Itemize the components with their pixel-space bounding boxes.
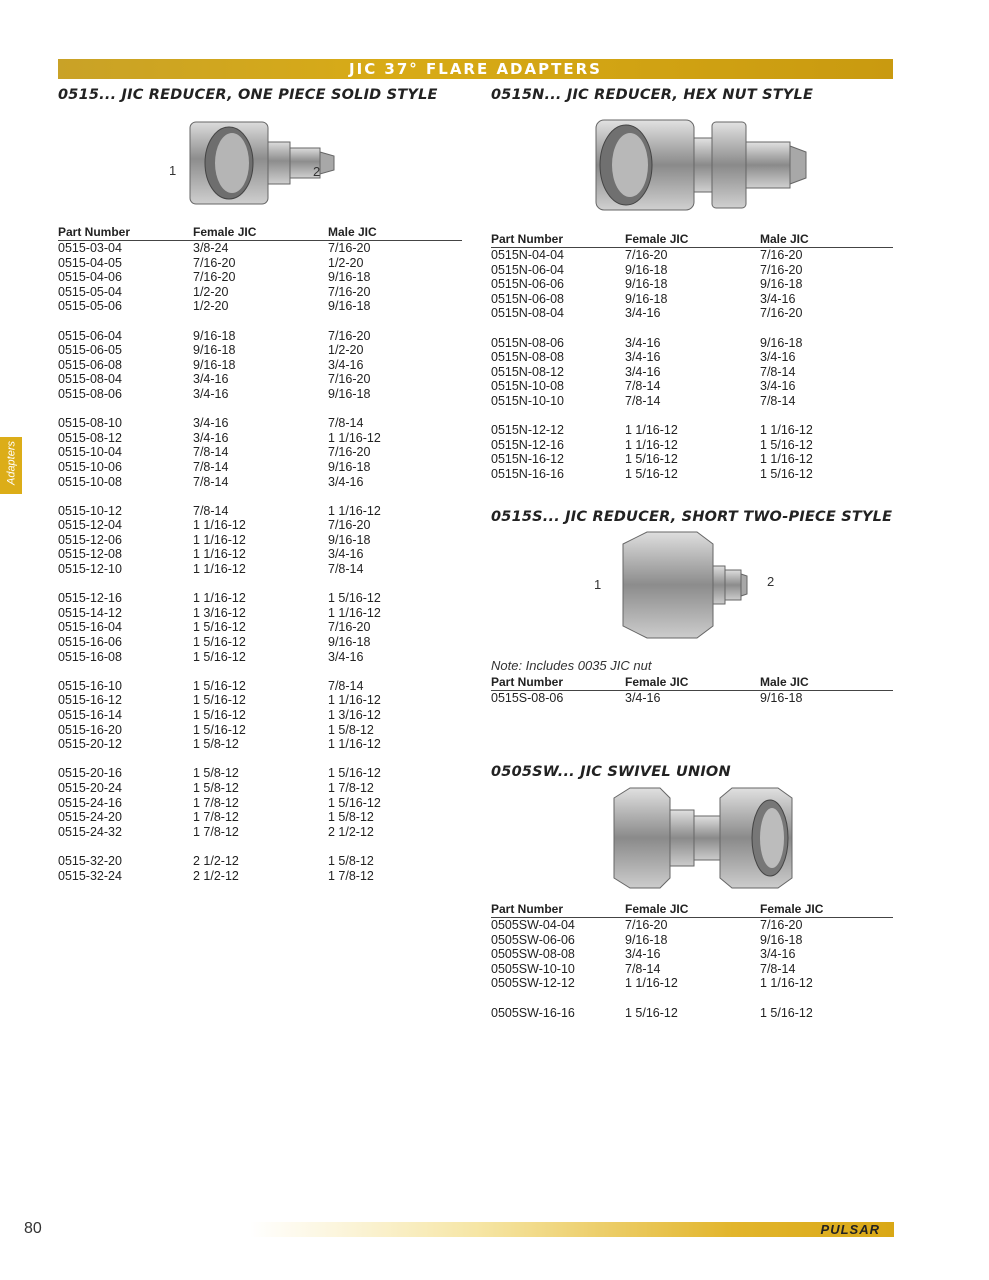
table-row bbox=[491, 365, 893, 380]
thread-size-cell: 1 7/8-12 bbox=[328, 780, 374, 795]
part-number-cell: 0515-03-04 bbox=[58, 241, 122, 255]
table-row bbox=[58, 504, 462, 519]
note-0515s: Note: Includes 0035 JIC nut bbox=[491, 658, 652, 673]
thread-size-cell: 1 5/16-12 bbox=[193, 620, 246, 635]
table-row bbox=[58, 562, 462, 577]
table-row bbox=[58, 270, 462, 285]
section-title-0515s: 0515S... JIC REDUCER, SHORT TWO-PIECE STYLE bbox=[491, 509, 893, 525]
table-row bbox=[491, 438, 893, 453]
thread-size-cell: 1 5/16-12 bbox=[193, 635, 246, 650]
part-number-cell: 0515-04-06 bbox=[58, 270, 122, 285]
table-row bbox=[491, 336, 893, 351]
thread-size-cell: 1 5/16-12 bbox=[760, 466, 813, 481]
thread-size-cell: 9/16-18 bbox=[328, 635, 371, 650]
part-number-cell: 0505SW-06-06 bbox=[491, 932, 575, 947]
part-number-cell: 0515-10-04 bbox=[58, 445, 122, 460]
thread-size-cell: 1/2-20 bbox=[328, 343, 364, 358]
table-row bbox=[491, 1006, 893, 1021]
part-number-cell: 0515N-10-10 bbox=[491, 393, 564, 408]
part-number-cell: 0515S-08-06 bbox=[491, 691, 564, 705]
column-header: Female JIC bbox=[625, 232, 689, 246]
part-number-cell: 0515N-16-16 bbox=[491, 466, 564, 481]
thread-size-cell: 7/8-14 bbox=[193, 503, 229, 518]
part-number-cell: 0515-04-05 bbox=[58, 255, 122, 270]
part-number-cell: 0515-16-08 bbox=[58, 649, 122, 664]
part-number-cell: 0515-06-08 bbox=[58, 357, 122, 372]
part-number-cell: 0515N-12-12 bbox=[491, 423, 564, 438]
part-number-cell: 0515-06-04 bbox=[58, 328, 122, 343]
table-0515n bbox=[491, 232, 893, 482]
table-row bbox=[58, 796, 462, 811]
thread-size-cell: 9/16-18 bbox=[193, 328, 236, 343]
part-number-cell: 0515-16-06 bbox=[58, 635, 122, 650]
column-header: Female JIC bbox=[193, 225, 257, 239]
part-number-cell: 0515N-06-04 bbox=[491, 262, 564, 277]
thread-size-cell: 1 5/16-12 bbox=[760, 1005, 813, 1020]
thread-size-cell: 7/8-14 bbox=[193, 474, 229, 489]
thread-size-cell: 1 5/16-12 bbox=[328, 766, 381, 781]
thread-size-cell: 2 1/2-12 bbox=[193, 868, 239, 883]
table-row bbox=[58, 635, 462, 650]
thread-size-cell: 7/8-14 bbox=[760, 961, 796, 976]
part-number-cell: 0515-14-12 bbox=[58, 605, 122, 620]
thread-size-cell: 3/4-16 bbox=[328, 474, 364, 489]
table-header bbox=[58, 225, 462, 241]
part-number-cell: 0515-12-04 bbox=[58, 518, 122, 533]
table-row bbox=[491, 976, 893, 991]
thread-size-cell: 1 5/8-12 bbox=[193, 780, 239, 795]
table-row bbox=[58, 372, 462, 387]
thread-size-cell: 1 1/16-12 bbox=[193, 532, 246, 547]
table-header bbox=[491, 902, 893, 918]
part-number-cell: 0515-05-04 bbox=[58, 284, 122, 299]
thread-size-cell: 1 1/16-12 bbox=[328, 605, 381, 620]
thread-size-cell: 3/4-16 bbox=[625, 350, 661, 365]
part-number-cell: 0515-16-20 bbox=[58, 722, 122, 737]
thread-size-cell: 3/4-16 bbox=[760, 291, 796, 306]
table-row bbox=[58, 329, 462, 344]
table-row bbox=[58, 766, 462, 781]
part-number-cell: 0515N-10-08 bbox=[491, 379, 564, 394]
part-number-cell: 0515-10-06 bbox=[58, 459, 122, 474]
part-number-cell: 0515-12-08 bbox=[58, 547, 122, 562]
thread-size-cell: 3/4-16 bbox=[760, 947, 796, 962]
thread-size-cell: 7/8-14 bbox=[625, 961, 661, 976]
thread-size-cell: 3/4-16 bbox=[193, 430, 229, 445]
thread-size-cell: 3/8-24 bbox=[193, 241, 229, 255]
thread-size-cell: 1 5/16-12 bbox=[625, 452, 678, 467]
thread-size-cell: 1 5/16-12 bbox=[193, 649, 246, 664]
thread-size-cell: 3/4-16 bbox=[193, 372, 229, 387]
part-number-cell: 0515N-04-04 bbox=[491, 248, 564, 262]
footer-bar bbox=[250, 1222, 894, 1237]
part-number-cell: 0515-10-08 bbox=[58, 474, 122, 489]
table-row bbox=[58, 358, 462, 373]
thread-size-cell: 1 1/16-12 bbox=[193, 591, 246, 606]
side-tab-label: Adapters bbox=[5, 440, 18, 486]
thread-size-cell: 3/4-16 bbox=[625, 364, 661, 379]
thread-size-cell: 7/16-20 bbox=[193, 255, 236, 270]
table-row bbox=[58, 737, 462, 752]
thread-size-cell: 7/8-14 bbox=[625, 393, 661, 408]
thread-size-cell: 3/4-16 bbox=[625, 306, 661, 321]
thread-size-cell: 1 5/16-12 bbox=[625, 466, 678, 481]
part-number-cell: 0515N-08-06 bbox=[491, 335, 564, 350]
part-number-cell: 0515-16-12 bbox=[58, 693, 122, 708]
part-number-cell: 0515-06-05 bbox=[58, 343, 122, 358]
thread-size-cell: 7/16-20 bbox=[328, 372, 371, 387]
table-row bbox=[58, 547, 462, 562]
table-row bbox=[491, 263, 893, 278]
thread-size-cell: 7/8-14 bbox=[328, 416, 364, 431]
thread-size-cell: 1 1/16-12 bbox=[193, 547, 246, 562]
thread-size-cell: 7/16-20 bbox=[625, 918, 668, 932]
part-number-cell: 0505SW-12-12 bbox=[491, 976, 575, 991]
table-row bbox=[58, 460, 462, 475]
part-number-cell: 0515N-16-12 bbox=[491, 452, 564, 467]
table-row bbox=[491, 306, 893, 321]
table-row bbox=[491, 423, 893, 438]
table-row bbox=[491, 691, 893, 706]
part-number-cell: 0515N-08-04 bbox=[491, 306, 564, 321]
thread-size-cell: 1 3/16-12 bbox=[193, 605, 246, 620]
thread-size-cell: 7/8-14 bbox=[193, 459, 229, 474]
thread-size-cell: 1 5/8-12 bbox=[328, 810, 374, 825]
thread-size-cell: 1 1/16-12 bbox=[760, 423, 813, 438]
thread-size-cell: 2 1/2-12 bbox=[328, 824, 374, 839]
part-number-cell: 0515-32-20 bbox=[58, 853, 122, 868]
column-header: Female JIC bbox=[625, 902, 689, 916]
part-number-cell: 0515-24-16 bbox=[58, 795, 122, 810]
table-0505sw bbox=[491, 902, 893, 1020]
thread-size-cell: 3/4-16 bbox=[760, 350, 796, 365]
thread-size-cell: 1/2-20 bbox=[193, 284, 229, 299]
thread-size-cell: 7/16-20 bbox=[328, 620, 371, 635]
thread-size-cell: 1 1/16-12 bbox=[625, 976, 678, 991]
part-number-cell: 0515-08-04 bbox=[58, 372, 122, 387]
table-row bbox=[491, 452, 893, 467]
table-row bbox=[58, 810, 462, 825]
column-header: Female JIC bbox=[760, 902, 824, 916]
thread-size-cell: 1 5/16-12 bbox=[328, 591, 381, 606]
table-row bbox=[58, 343, 462, 358]
table-row bbox=[491, 350, 893, 365]
thread-size-cell: 9/16-18 bbox=[193, 343, 236, 358]
thread-size-cell: 1 5/8-12 bbox=[193, 766, 239, 781]
thread-size-cell: 1 5/8-12 bbox=[328, 722, 374, 737]
table-row bbox=[491, 248, 893, 263]
table-row bbox=[58, 518, 462, 533]
thread-size-cell: 1 7/8-12 bbox=[193, 795, 239, 810]
thread-size-cell: 1 1/16-12 bbox=[328, 430, 381, 445]
thread-size-cell: 1 7/8-12 bbox=[193, 824, 239, 839]
part-number-cell: 0515N-06-06 bbox=[491, 277, 564, 292]
thread-size-cell: 1 5/16-12 bbox=[193, 708, 246, 722]
thread-size-cell: 9/16-18 bbox=[193, 357, 236, 372]
thread-size-cell: 7/16-20 bbox=[760, 306, 803, 321]
thread-size-cell: 1 1/16-12 bbox=[328, 737, 381, 752]
thread-size-cell: 1 1/16-12 bbox=[625, 437, 678, 452]
callout-1-0515s: 1 bbox=[594, 577, 602, 592]
part-number-cell: 0515-16-10 bbox=[58, 678, 122, 693]
part-number-cell: 0515N-08-08 bbox=[491, 350, 564, 365]
table-row bbox=[58, 693, 462, 708]
thread-size-cell: 3/4-16 bbox=[328, 357, 364, 372]
thread-size-cell: 1 1/16-12 bbox=[328, 503, 381, 518]
thread-size-cell: 1 5/16-12 bbox=[193, 693, 246, 708]
column-header: Part Number bbox=[491, 675, 564, 689]
thread-size-cell: 9/16-18 bbox=[625, 277, 668, 292]
column-header: Part Number bbox=[491, 232, 564, 246]
thread-size-cell: 1 7/8-12 bbox=[328, 868, 374, 883]
part-number-cell: 0515-20-16 bbox=[58, 766, 122, 781]
part-number-cell: 0515-12-10 bbox=[58, 562, 122, 577]
thread-size-cell: 9/16-18 bbox=[625, 932, 668, 947]
thread-size-cell: 9/16-18 bbox=[328, 299, 371, 314]
thread-size-cell: 9/16-18 bbox=[760, 335, 803, 350]
table-row bbox=[58, 825, 462, 840]
part-number-cell: 0515-12-06 bbox=[58, 532, 122, 547]
table-0515s bbox=[491, 675, 893, 706]
callout-2-0515s: 2 bbox=[767, 574, 775, 589]
thread-size-cell: 1 1/16-12 bbox=[193, 562, 246, 577]
column-header: Male JIC bbox=[760, 232, 809, 246]
part-number-cell: 0515N-08-12 bbox=[491, 364, 564, 379]
thread-size-cell: 1 5/16-12 bbox=[193, 722, 246, 737]
table-row bbox=[58, 445, 462, 460]
part-number-cell: 0515N-06-08 bbox=[491, 291, 564, 306]
part-number-cell: 0515-16-04 bbox=[58, 620, 122, 635]
table-row bbox=[58, 869, 462, 884]
table-row bbox=[58, 533, 462, 548]
thread-size-cell: 1 5/16-12 bbox=[625, 1005, 678, 1020]
section-title-0515: 0515... JIC REDUCER, ONE PIECE SOLID STYLE bbox=[58, 87, 438, 103]
thread-size-cell: 1 5/8-12 bbox=[328, 853, 374, 868]
fitting-photo-0515n bbox=[594, 114, 810, 218]
part-number-cell: 0505SW-04-04 bbox=[491, 918, 575, 932]
thread-size-cell: 9/16-18 bbox=[760, 932, 803, 947]
part-number-cell: 0515-08-06 bbox=[58, 386, 122, 401]
side-tab-adapters[interactable] bbox=[0, 437, 22, 494]
thread-size-cell: 7/16-20 bbox=[760, 918, 803, 932]
callout-1-0515: 1 bbox=[169, 163, 177, 178]
part-number-cell: 0515-32-24 bbox=[58, 868, 122, 883]
thread-size-cell: 7/16-20 bbox=[760, 248, 803, 262]
thread-size-cell: 1 1/16-12 bbox=[328, 693, 381, 708]
table-row bbox=[58, 475, 462, 490]
table-row bbox=[58, 416, 462, 431]
part-number-cell: 0505SW-10-10 bbox=[491, 961, 575, 976]
part-number-cell: 0515-08-12 bbox=[58, 430, 122, 445]
thread-size-cell: 9/16-18 bbox=[328, 270, 371, 285]
thread-size-cell: 1 7/8-12 bbox=[193, 810, 239, 825]
part-number-cell: 0515-08-10 bbox=[58, 416, 122, 431]
column-header: Part Number bbox=[491, 902, 564, 916]
table-row bbox=[58, 854, 462, 869]
table-row bbox=[58, 591, 462, 606]
thread-size-cell: 7/16-20 bbox=[328, 284, 371, 299]
thread-size-cell: 1/2-20 bbox=[193, 299, 229, 314]
part-number-cell: 0515-24-32 bbox=[58, 824, 122, 839]
table-row bbox=[58, 650, 462, 665]
part-number-cell: 0515-05-06 bbox=[58, 299, 122, 314]
table-row bbox=[491, 467, 893, 482]
column-header: Male JIC bbox=[328, 225, 377, 239]
part-number-cell: 0515-10-12 bbox=[58, 503, 122, 518]
thread-size-cell: 1 1/16-12 bbox=[625, 423, 678, 438]
thread-size-cell: 7/16-20 bbox=[328, 328, 371, 343]
thread-size-cell: 7/8-14 bbox=[193, 445, 229, 460]
thread-size-cell: 9/16-18 bbox=[328, 386, 371, 401]
thread-size-cell: 2 1/2-12 bbox=[193, 853, 239, 868]
table-row bbox=[58, 256, 462, 271]
thread-size-cell: 9/16-18 bbox=[625, 291, 668, 306]
part-number-cell: 0515-20-24 bbox=[58, 780, 122, 795]
thread-size-cell: 1 5/8-12 bbox=[193, 737, 239, 752]
category-banner bbox=[58, 59, 893, 79]
table-row bbox=[58, 723, 462, 738]
thread-size-cell: 1 5/16-12 bbox=[328, 795, 381, 810]
thread-size-cell: 9/16-18 bbox=[328, 532, 371, 547]
table-row bbox=[58, 606, 462, 621]
part-number-cell: 0515-12-16 bbox=[58, 591, 122, 606]
table-row bbox=[58, 679, 462, 694]
table-row bbox=[491, 947, 893, 962]
table-header bbox=[491, 232, 893, 248]
thread-size-cell: 9/16-18 bbox=[760, 691, 803, 705]
thread-size-cell: 7/16-20 bbox=[625, 248, 668, 262]
thread-size-cell: 7/16-20 bbox=[193, 270, 236, 285]
thread-size-cell: 1/2-20 bbox=[328, 255, 364, 270]
table-header bbox=[491, 675, 893, 691]
part-number-cell: 0515N-12-16 bbox=[491, 437, 564, 452]
table-row bbox=[58, 781, 462, 796]
thread-size-cell: 9/16-18 bbox=[760, 277, 803, 292]
table-row bbox=[58, 241, 462, 256]
table-row bbox=[491, 379, 893, 394]
thread-size-cell: 3/4-16 bbox=[760, 379, 796, 394]
thread-size-cell: 3/4-16 bbox=[328, 547, 364, 562]
table-row bbox=[491, 292, 893, 307]
section-title-0505sw: 0505SW... JIC SWIVEL UNION bbox=[491, 764, 731, 780]
thread-size-cell: 7/16-20 bbox=[328, 241, 371, 255]
table-0515 bbox=[58, 225, 462, 883]
thread-size-cell: 1 1/16-12 bbox=[193, 518, 246, 533]
table-row bbox=[491, 962, 893, 977]
thread-size-cell: 1 5/16-12 bbox=[760, 437, 813, 452]
brand-logo: PULSAR bbox=[820, 1222, 880, 1237]
thread-size-cell: 9/16-18 bbox=[625, 262, 668, 277]
thread-size-cell: 7/8-14 bbox=[328, 678, 364, 693]
table-row bbox=[58, 708, 462, 723]
column-header: Part Number bbox=[58, 225, 131, 239]
table-row bbox=[491, 394, 893, 409]
table-row bbox=[491, 933, 893, 948]
thread-size-cell: 3/4-16 bbox=[625, 335, 661, 350]
thread-size-cell: 3/4-16 bbox=[625, 947, 661, 962]
thread-size-cell: 7/8-14 bbox=[328, 562, 364, 577]
fitting-photo-0515s bbox=[617, 530, 749, 642]
thread-size-cell: 3/4-16 bbox=[193, 386, 229, 401]
page-number: 80 bbox=[24, 1220, 42, 1237]
table-row bbox=[58, 285, 462, 300]
banner-title: JIC 37° FLARE ADAPTERS bbox=[349, 60, 602, 78]
part-number-cell: 0515-24-20 bbox=[58, 810, 122, 825]
thread-size-cell: 7/8-14 bbox=[760, 364, 796, 379]
table-row bbox=[58, 431, 462, 446]
thread-size-cell: 1 1/16-12 bbox=[760, 976, 813, 991]
thread-size-cell: 3/4-16 bbox=[625, 691, 661, 705]
thread-size-cell: 3/4-16 bbox=[328, 649, 364, 664]
table-row bbox=[491, 277, 893, 292]
thread-size-cell: 1 5/16-12 bbox=[193, 678, 246, 693]
part-number-cell: 0515-16-14 bbox=[58, 708, 122, 722]
table-row bbox=[491, 918, 893, 933]
part-number-cell: 0515-20-12 bbox=[58, 737, 122, 752]
callout-2-0515: 2 bbox=[313, 164, 321, 179]
thread-size-cell: 7/8-14 bbox=[760, 393, 796, 408]
thread-size-cell: 9/16-18 bbox=[328, 459, 371, 474]
column-header: Female JIC bbox=[625, 675, 689, 689]
table-row bbox=[58, 620, 462, 635]
thread-size-cell: 7/8-14 bbox=[625, 379, 661, 394]
thread-size-cell: 7/16-20 bbox=[328, 518, 371, 533]
thread-size-cell: 3/4-16 bbox=[193, 416, 229, 431]
fitting-photo-0505sw bbox=[612, 786, 796, 890]
column-header: Male JIC bbox=[760, 675, 809, 689]
section-title-0515n: 0515N... JIC REDUCER, HEX NUT STYLE bbox=[491, 87, 814, 103]
table-row bbox=[58, 299, 462, 314]
part-number-cell: 0505SW-08-08 bbox=[491, 947, 575, 962]
table-row bbox=[58, 387, 462, 402]
part-number-cell: 0505SW-16-16 bbox=[491, 1005, 575, 1020]
thread-size-cell: 1 3/16-12 bbox=[328, 708, 381, 722]
thread-size-cell: 7/16-20 bbox=[328, 445, 371, 460]
thread-size-cell: 1 1/16-12 bbox=[760, 452, 813, 467]
thread-size-cell: 7/16-20 bbox=[760, 262, 803, 277]
